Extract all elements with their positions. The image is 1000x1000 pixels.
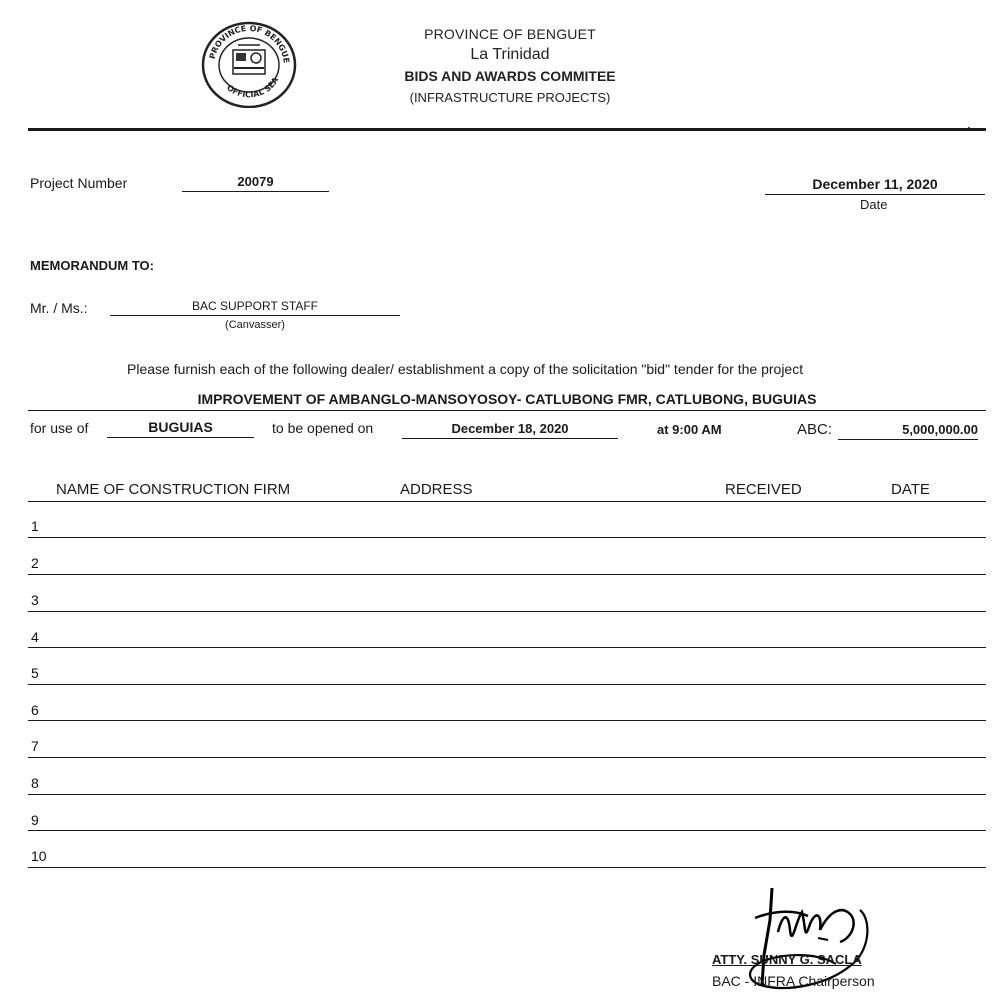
- table-row-number: 7: [31, 738, 39, 754]
- table-row: [28, 794, 986, 795]
- table-row: [28, 757, 986, 758]
- table-row: [28, 647, 986, 648]
- for-use-label: for use of: [30, 420, 89, 436]
- project-number-value: 20079: [182, 174, 329, 192]
- project-title: IMPROVEMENT OF AMBANGLO-MANSOYOSOY- CATLUBONG FMR, CATLUBONG, BUGUIAS: [197, 391, 817, 407]
- signature-block: [700, 880, 910, 1000]
- seal-top-text: PROVINCE OF BENGUE: [207, 23, 291, 64]
- column-header-date: DATE: [891, 481, 930, 498]
- table-row: [28, 574, 986, 575]
- table-row: [28, 830, 986, 831]
- committee-name: BIDS AND AWARDS COMMITEE: [404, 68, 616, 84]
- instruction-text: Please furnish each of the following dealer/ establishment a copy of the solicitation "bid" tender for the project: [127, 361, 804, 377]
- signatory-title: BAC - INFRA Chairperson: [712, 973, 875, 989]
- column-header-firm: NAME OF CONSTRUCTION FIRM: [56, 481, 291, 498]
- seal-bottom-text: OFFICIAL SEA: [225, 75, 281, 100]
- table-row-number: 9: [31, 812, 39, 828]
- table-row-number: 2: [31, 555, 39, 571]
- recipient-role: (Canvasser): [225, 319, 285, 331]
- table-row: [28, 867, 986, 868]
- province-name: PROVINCE OF BENGUET: [424, 26, 596, 42]
- table-row: [28, 611, 986, 612]
- abc-label: ABC:: [797, 421, 833, 438]
- recipient-value: BAC SUPPORT STAFF: [110, 299, 400, 316]
- table-row-number: 1: [31, 518, 39, 534]
- project-title-underline: [28, 410, 986, 411]
- memo-date-label: Date: [860, 197, 888, 212]
- header-divider: [28, 128, 986, 131]
- municipality-name: La Trinidad: [470, 46, 550, 63]
- table-row: [28, 684, 986, 685]
- official-seal: [198, 18, 300, 108]
- table-row: [28, 537, 986, 538]
- signatory-name: ATTY. SUNNY G. SACLA: [712, 952, 862, 967]
- opened-on-label: to be opened on: [272, 420, 374, 436]
- memo-date-value: December 11, 2020: [765, 176, 985, 195]
- opening-date-value: December 18, 2020: [402, 421, 618, 439]
- memorandum-heading: MEMORANDUM TO:: [30, 258, 154, 273]
- abc-value: 5,000,000.00: [838, 422, 978, 440]
- table-row-number: 6: [31, 702, 39, 718]
- table-row-number: 8: [31, 775, 39, 791]
- project-number-label: Project Number: [30, 175, 128, 191]
- recipient-label: Mr. / Ms.:: [30, 300, 88, 316]
- project-category: (INFRASTRUCTURE PROJECTS): [409, 90, 611, 105]
- table-row-number: 4: [31, 629, 39, 645]
- table-row-number: 5: [31, 665, 39, 681]
- table-row: [28, 720, 986, 721]
- column-header-address: ADDRESS: [400, 481, 473, 498]
- table-row-number: 10: [31, 848, 47, 864]
- column-header-received: RECEIVED: [725, 481, 802, 498]
- opening-time-value: at 9:00 AM: [657, 422, 722, 437]
- for-use-value: BUGUIAS: [107, 419, 254, 438]
- table-row-number: 3: [31, 592, 39, 608]
- divider-mark: [968, 127, 970, 128]
- table-header-underline: [28, 501, 986, 502]
